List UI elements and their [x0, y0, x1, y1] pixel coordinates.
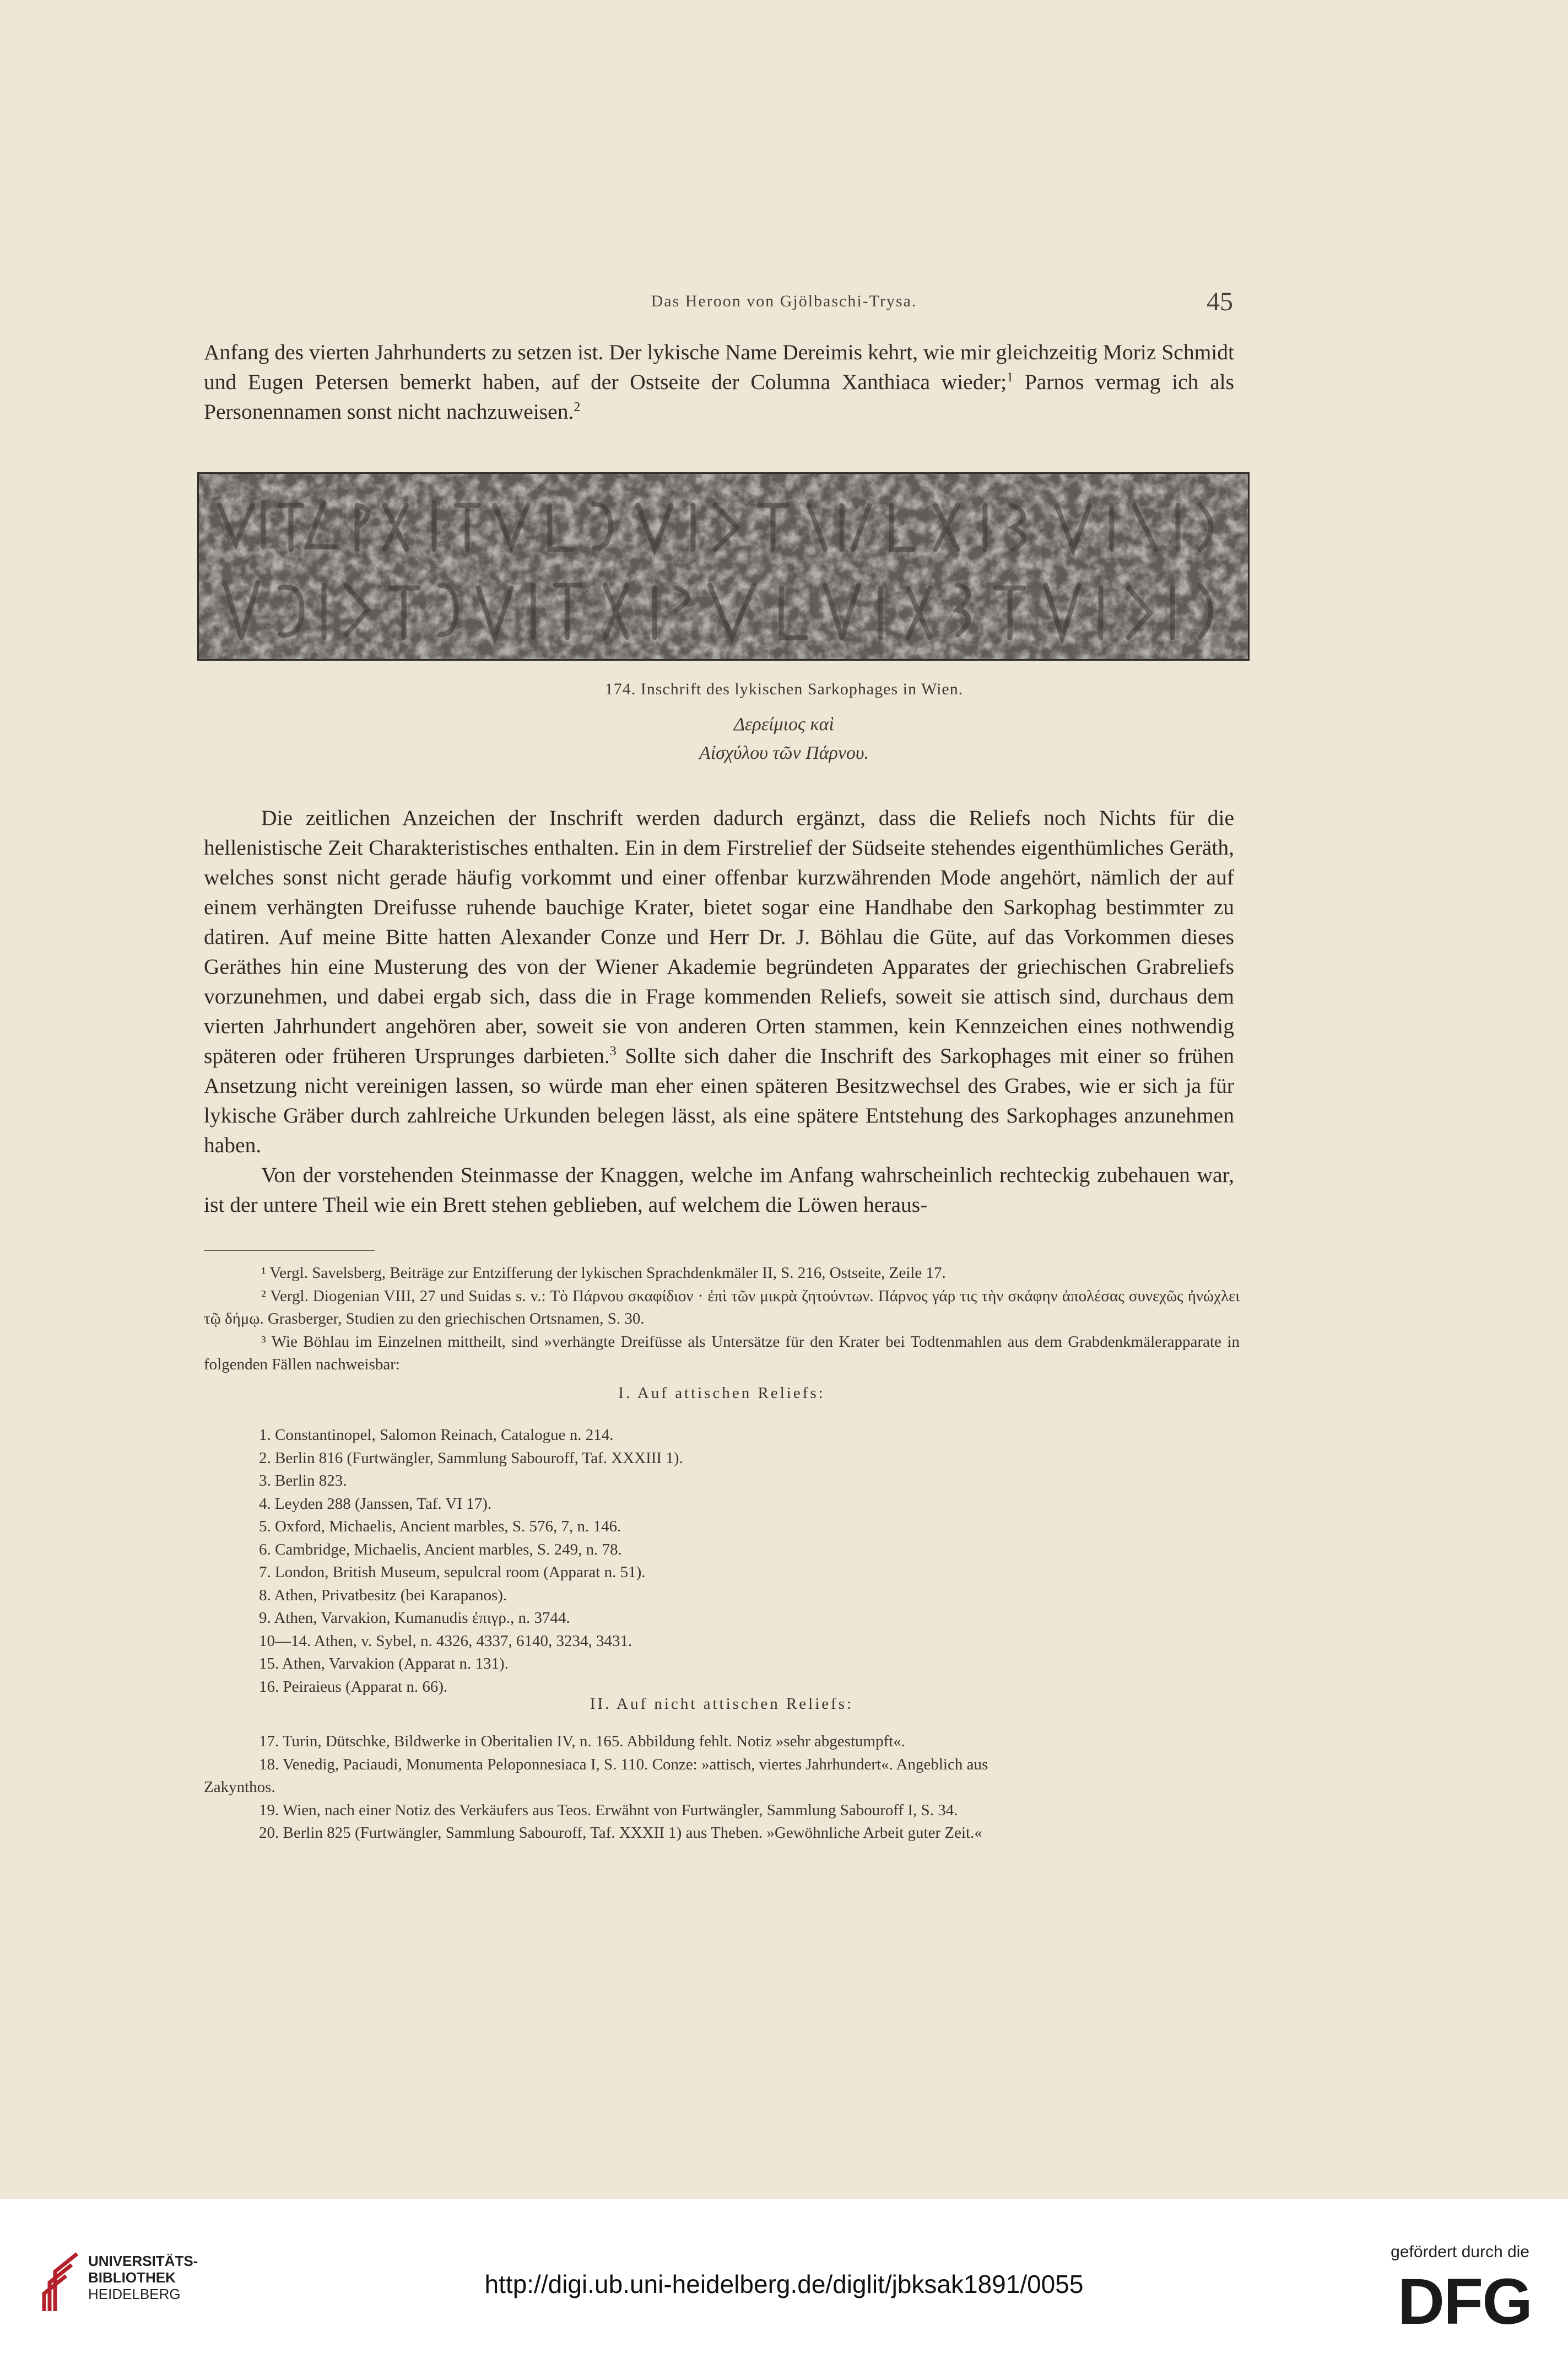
paragraph-3: Von der vorstehenden Steinmasse der Knaggen, welche im Anfang wahrscheinlich rechteckig zubehauen war, ist der untere Theil wie ein Brett stehen geblieben, auf welchem die Löwen heraus- [204, 1163, 1234, 1217]
library-name-line-1: UNIVERSITÄTS- [88, 2253, 198, 2269]
section-title-attic: I. Auf attischen Reliefs: [618, 1384, 825, 1402]
permalink-url[interactable]: http://digi.ub.uni-heidelberg.de/diglit/jbksak1891/0055 [484, 2270, 1084, 2298]
section-title-non-attic: II. Auf nicht attischen Reliefs: [590, 1695, 854, 1713]
non-attic-reliefs-list [204, 1730, 1229, 1845]
list-item: 16. Peiraieus (Apparat n. 66). [259, 1677, 448, 1696]
footnote-rule [204, 1250, 375, 1251]
viewer-footer [0, 2199, 1568, 2353]
list-item: 7. London, British Museum, sepulcral room (Apparat n. 51). [259, 1563, 646, 1581]
list-item: 20. Berlin 825 (Furtwängler, Sammlung Sabouroff, Taf. XXXII 1) aus Theben. »Gewöhnliche Arbeit guter Zeit.« [259, 1824, 982, 1842]
figure-caption: 174. Inschrift des lykischen Sarkophages in Wien. [604, 680, 964, 698]
list-item: 17. Turin, Dütschke, Bildwerke in Oberitalien IV, n. 165. Abbildung fehlt. Notiz »sehr abgestumpft«. [259, 1733, 906, 1750]
greek-transcription-line-1: Δερείμιος καὶ [734, 714, 834, 735]
footnote-3: ³ Wie Böhlau im Einzelnen mittheilt, sind »verhängte Dreifüsse als Untersätze für den Krater bei Todtenmahlen aus dem Grabdenkmälerapparate in folgenden Fällen nachweisbar: [204, 1332, 1240, 1373]
list-item: 8. Athen, Privatbesitz (bei Karapanos). [259, 1586, 507, 1604]
paragraph-2-text-cont: Sollte sich daher die Inschrift des Sarkophages mit einer so frühen Ansetzung nicht vereinigen lassen, so würde man eher einen späteren Besitzwechsel des Grabes, wie er sich ja für lykische Gräber durch zahlreiche Urkunden belegen lässt, als eine spätere Entstehung des Sarkophages anzunehmen haben. [204, 1044, 1234, 1157]
library-name-line-3: HEIDELBERG [88, 2286, 181, 2302]
intro-text-2: Parnos vermag ich als Personennamen sonst nicht nachzuweisen. [204, 370, 1234, 424]
footnote-mark-2: 2 [574, 400, 581, 414]
page-number: 45 [1207, 287, 1233, 316]
library-name-line-2: BIBLIOTHEK [88, 2269, 176, 2286]
attic-reliefs-list [259, 1424, 1251, 1698]
list-item: Zakynthos. [204, 1778, 275, 1796]
footnote-mark-3: 3 [609, 1044, 617, 1059]
list-item: 9. Athen, Varvakion, Kumanudis ἐπιγρ., n. 3744. [259, 1609, 570, 1627]
paragraph-2-text: Die zeitlichen Anzeichen der Inschrift werden dadurch ergänzt, dass die Reliefs noch Nichts für die hellenistische Zeit Charakteristisches enthalten. Ein in dem Firstrelief der Südseite stehendes eigenthümliches Geräth, welches sonst nicht gerade häufig vorkommt und einer offenbar kurzwährenden Mode angehört, nämlich der auf einem verhängten Dreifusse ruhende bauchige Krater, bietet sogar eine Handhabe den Sarkophag bestimmter zu datiren. Auf meine Bitte hatten Alexander Conze und Herr Dr. J. Böhlau die Güte, auf das Vorkommen dieses Geräthes hin eine Musterung des von der Wiener Akademie begründeten Apparates der griechischen Grabreliefs vorzunehmen, und dabei ergab sich, dass die in Frage kommenden Reliefs, soweit sie attisch sind, durchaus dem vierten Jahrhundert angehören aber, soweit sie von anderen Orten stammen, kein Kennzeichen eines nothwendig späteren oder früheren Ursprunges darbieten. [204, 806, 1234, 1068]
list-item: 15. Athen, Varvakion (Apparat n. 131). [259, 1655, 509, 1672]
footnotes-block [204, 1262, 1240, 1407]
footnote-mark-1: 1 [1007, 370, 1014, 385]
list-item: 2. Berlin 816 (Furtwängler, Sammlung Sabouroff, Taf. XXXIII 1). [259, 1449, 683, 1467]
running-title: Das Heroon von Gjölbaschi-Trysa. [651, 292, 917, 310]
intro-paragraph [204, 337, 1234, 427]
footnote-2: ² Vergl. Diogenian VIII, 27 und Suidas s. v.: Τὸ Πάρνου σκαφίδιον · ἐπὶ τῶν μικρὰ ζητούντων. Πάρνος γάρ τις τὴν σκάφην ἀπολέσας συνεχῶς ἠνώχλει τῷ δήμῳ. Grasberger, Studien zu den griechischen Ortsnamen, S. 30. [204, 1287, 1240, 1327]
greek-transcription-line-2: Αἰσχύλου τῶν Πάρνου. [699, 743, 869, 763]
intro-text-1: Anfang des vierten Jahrhunderts zu setzen ist. Der lykische Name Dereimis kehrt, wie mir gleichzeitig Moriz Schmidt und Eugen Petersen bemerkt haben, auf der Ostseite der Columna Xanthiaca wieder; [204, 340, 1234, 394]
main-paragraph [204, 803, 1234, 1219]
list-item: 6. Cambridge, Michaelis, Ancient marbles, S. 249, n. 78. [259, 1540, 622, 1558]
list-item: 10—14. Athen, v. Sybel, n. 4326, 4337, 6140, 3234, 3431. [259, 1632, 632, 1650]
list-item: 3. Berlin 823. [259, 1472, 347, 1489]
dfg-logo: DFG [1397, 2265, 1532, 2338]
section-title-non-attic-wrap [204, 1693, 1240, 1716]
inscription-photo [197, 472, 1250, 661]
funded-by-label: gefördert durch die [1391, 2243, 1529, 2261]
list-item: 4. Leyden 288 (Janssen, Taf. VI 17). [259, 1494, 492, 1513]
list-item: 1. Constantinopel, Salomon Reinach, Catalogue n. 214. [259, 1426, 614, 1444]
list-item: 5. Oxford, Michaelis, Ancient marbles, S. 576, 7, n. 146. [259, 1518, 621, 1535]
list-item: 18. Venedig, Paciaudi, Monumenta Peloponnesiaca I, S. 110. Conze: »attisch, viertes Jahrhundert«. Angeblich aus [259, 1755, 988, 1773]
list-item: 19. Wien, nach einer Notiz des Verkäufers aus Teos. Erwähnt von Furtwängler, Sammlung Sabouroff I, S. 34. [259, 1801, 958, 1819]
footnote-1: ¹ Vergl. Savelsberg, Beiträge zur Entzifferung der lykischen Sprachdenkmäler II, S. 216, Ostseite, Zeile 17. [261, 1264, 946, 1282]
